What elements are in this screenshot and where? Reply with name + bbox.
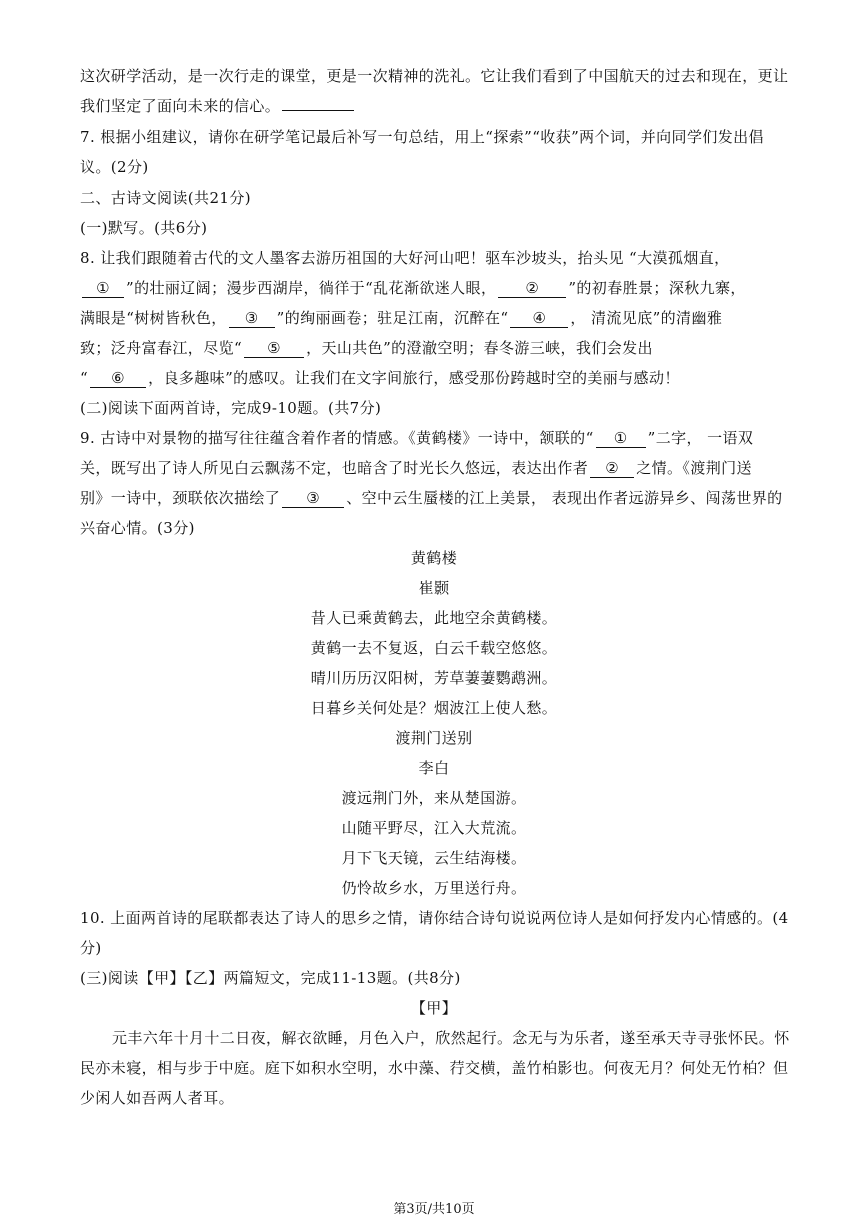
question-8-line	[80, 278, 746, 298]
passage-line: 元丰六年十月十二日夜，解衣欲睡，月色入户，欣然起行。念无与为乐者，遂至承天寺寻张怀民。怀	[112, 1029, 790, 1047]
answer-blank[interactable]: ②	[498, 279, 566, 298]
question-10-line: 分)	[80, 939, 102, 957]
answer-blank[interactable]: ④	[510, 309, 568, 328]
question-text: 别》一诗中，颈联依次描绘了	[80, 489, 281, 507]
question-7-line: 7. 根据小组建议，请你在研学笔记最后补写一句总结，用上“探索”“收获”两个词，并向同学们发出倡	[80, 128, 764, 146]
answer-blank[interactable]: ⑥	[90, 369, 146, 388]
poem-author: 李白	[418, 759, 450, 777]
question-text: ”的壮丽辽阔；漫步西湖岸，徜徉于“乱花渐欲迷人眼，	[126, 279, 497, 297]
poem-author: 崔颢	[418, 579, 450, 597]
poem-line: 日暮乡关何处是？烟波江上使人愁。	[310, 699, 558, 717]
question-text: ，良多趣味”的感叹。让我们在文字间旅行，感受那份跨越时空的美丽与感动！	[148, 369, 680, 387]
poem-title: 渡荆门送别	[395, 729, 473, 747]
subsection-heading: (二)阅读下面两首诗，完成9-10题。(共7分)	[80, 399, 382, 417]
question-9-line	[80, 458, 752, 478]
question-text: 关，既写出了诗人所见白云飘荡不定，也暗含了时光长久悠远，表达出作者	[80, 459, 589, 477]
answer-blank[interactable]: ①	[596, 429, 646, 448]
question-text: ，天山共色”的澄澈空明；春冬游三峡，我们会发出	[306, 339, 653, 357]
question-text: 致；泛舟富春江，尽览“	[80, 339, 243, 357]
question-9-line	[80, 488, 783, 508]
paragraph-text: 我们坚定了面向未来的信心。	[80, 97, 281, 115]
poem-line: 渡远荆门外，来从楚国游。	[341, 789, 527, 807]
question-text: 9. 古诗中对景物的描写往往蕴含着作者的情感。《黄鹤楼》一诗中，颔联的“	[80, 429, 594, 447]
poem-line: 仍怜故乡水，万里送行舟。	[341, 879, 527, 897]
question-8-line: 8. 让我们跟随着古代的文人墨客去游历祖国的大好河山吧！驱车沙坡头，抬头见 “大漠孤烟直，	[80, 249, 730, 267]
passage-label: 【甲】	[410, 999, 458, 1017]
poem-line: 晴川历历汉阳树，芳草萋萋鹦鹉洲。	[310, 669, 558, 687]
question-text: ， 清流见底”的清幽雅	[570, 309, 723, 327]
answer-blank[interactable]: ③	[229, 309, 275, 328]
poem-line: 黄鹤一去不复返，白云千载空悠悠。	[310, 639, 558, 657]
question-text: 之情。《渡荆门送	[636, 459, 752, 477]
answer-blank[interactable]: ②	[590, 459, 634, 478]
question-text: “	[80, 369, 89, 387]
poem-title: 黄鹤楼	[410, 549, 458, 567]
question-10-line: 10. 上面两首诗的尾联都表达了诗人的思乡之情，请你结合诗句说说两位诗人是如何抒发内心情感的。(4	[80, 909, 789, 927]
answer-blank[interactable]	[282, 110, 354, 111]
question-text: 、空中云生蜃楼的江上美景， 表现出作者远游异乡、闯荡世界的	[346, 489, 783, 507]
question-7-line: 议。(2分)	[80, 158, 149, 176]
paragraph-line: 这次研学活动，是一次行走的课堂，更是一次精神的洗礼。它让我们看到了中国航天的过去和现在，更让	[80, 67, 789, 85]
question-text: ”二字， 一语双	[647, 429, 754, 447]
paragraph-line	[80, 96, 356, 116]
answer-blank[interactable]: ③	[282, 489, 344, 508]
subsection-heading: (一)默写。(共6分)	[80, 219, 208, 237]
subsection-heading: (三)阅读【甲】【乙】两篇短文，完成11-13题。(共8分)	[80, 969, 461, 987]
poem-line: 月下飞天镜，云生结海楼。	[341, 849, 527, 867]
passage-line: 民亦未寝，相与步于中庭。庭下如积水空明，水中藻、荇交横，盖竹柏影也。何夜无月？何处无竹柏？但	[80, 1059, 789, 1077]
question-text: 满眼是“树树皆秋色，	[80, 309, 227, 327]
page-footer: 第3页/共10页	[393, 1202, 475, 1217]
section-heading: 二、古诗文阅读(共21分)	[80, 189, 251, 207]
poem-line: 昔人已乘黄鹤去，此地空余黄鹤楼。	[310, 609, 558, 627]
poem-line: 山随平野尽，江入大荒流。	[341, 819, 527, 837]
answer-blank[interactable]: ①	[82, 279, 124, 298]
question-8-line	[80, 308, 722, 328]
question-8-line	[80, 368, 680, 388]
answer-blank[interactable]: ⑤	[244, 339, 304, 358]
passage-line: 少闲人如吾两人者耳。	[80, 1089, 235, 1107]
question-9-line: 兴奋心情。(3分)	[80, 519, 195, 537]
question-9-line	[80, 428, 753, 448]
question-8-line	[80, 338, 653, 358]
question-text: ”的初春胜景；深秋九寨，	[568, 279, 746, 297]
question-text: ”的绚丽画卷；驻足江南，沉醉在“	[276, 309, 509, 327]
